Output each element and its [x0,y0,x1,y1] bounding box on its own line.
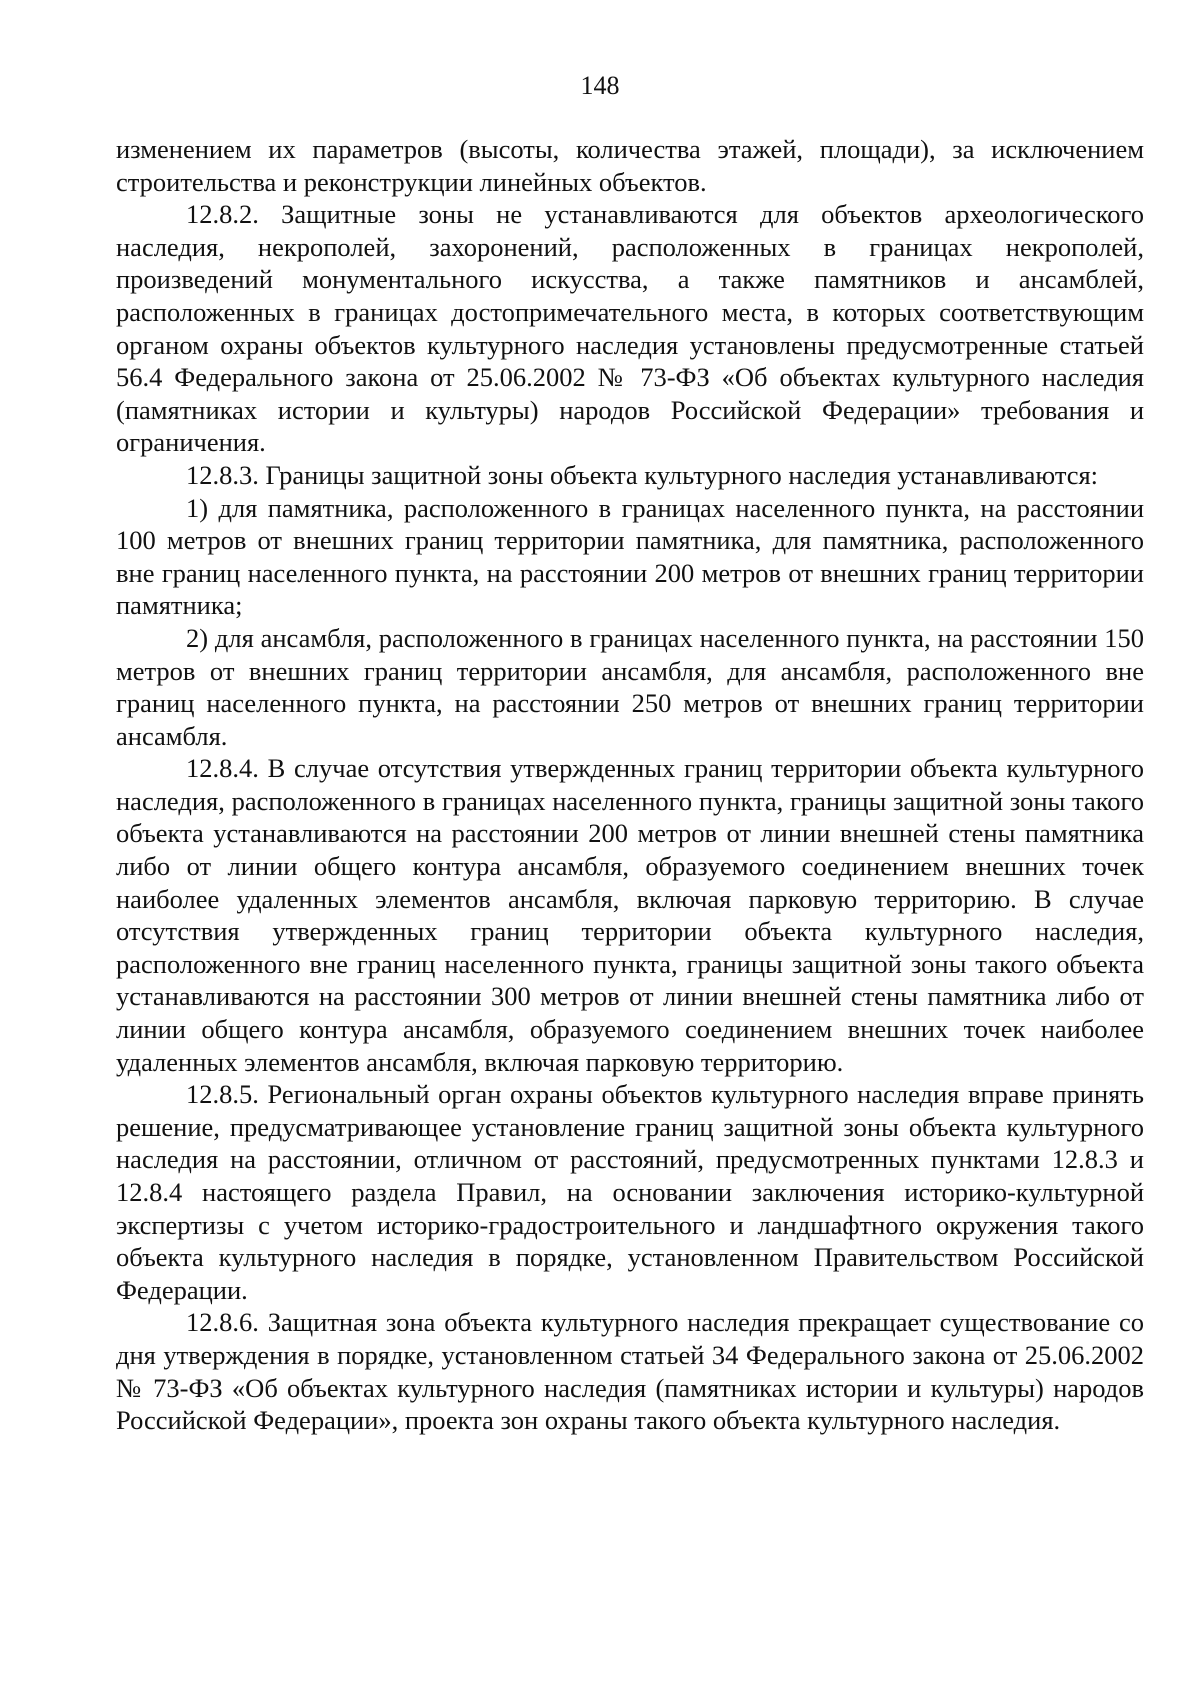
paragraph-12-8-3: 12.8.3. Границы защитной зоны объекта культурного наследия устанавливаются: [186,459,1099,490]
paragraph-12-8-5: 12.8.5. Региональный орган охраны объектов культурного наследия вправе принять решение, предусматривающее установление границ защитной зоны объекта культурного наследия на расстоянии, отличном от расстояний, предусмотренных пунктами 12.8.3 и 12.8.4 настоящего раздела Правил, на основании заключения историко-культурной экспертизы с учетом историко-градостроительного и ландшафтного окружения такого объекта культурного наследия в порядке, установленном Правительством Российской Федерации. [116,1079,1144,1305]
page-number: 148 [580,71,620,100]
paragraph-12-8-4: 12.8.4. В случае отсутствия утвержденных границ территории объекта культурного наследия, расположенного в границах населенного пункта, границы защитной зоны такого объекта устанавливаются на расстоянии 200 метров от линии внешней стены памятника либо от линии общего контура ансамбля, образуемого соединением внешних точек наиболее удаленных элементов ансамбля, включая парковую территорию. В случае отсутствия утвержденных границ территории объекта культурного наследия, расположенного вне границ населенного пункта, границы защитной зоны такого объекта устанавливаются на расстоянии 300 метров от линии внешней стены памятника либо от линии общего контура ансамбля, образуемого соединением внешних точек наиболее удаленных элементов ансамбля, включая парковую территорию. [116,753,1144,1077]
list-item-1: 1) для памятника, расположенного в границах населенного пункта, на расстоянии 100 метров от внешних границ территории памятника, для памятника, расположенного вне границ населенного пункта, на расстоянии 200 метров от внешних границ территории памятника; [116,492,1144,621]
paragraph-12-8-2: 12.8.2. Защитные зоны не устанавливаются для объектов археологического наследия, некрополей, захоронений, расположенных в границах некрополей, произведений монументального искусства, а также памятников и ансамблей, расположенных в границах достопримечательного места, в которых соответствующим органом охраны объектов культурного наследия установлены предусмотренные статьей 56.4 Федерального закона от 25.06.2002 № 73-ФЗ «Об объектах культурного наследия (памятниках истории и культуры) народов Российской Федерации» требования и ограничения. [116,199,1144,458]
paragraph-12-8-6: 12.8.6. Защитная зона объекта культурного наследия прекращает существование со дня утверждения в порядке, установленном статьей 34 Федерального закона от 25.06.2002 № 73-ФЗ «Об объектах культурного наследия (памятниках истории и культуры) народов Российской Федерации», проекта зон охраны такого объекта культурного наследия. [116,1307,1144,1436]
document-body [116,133,1144,1437]
list-item-2: 2) для ансамбля, расположенного в границах населенного пункта, на расстоянии 150 метров от внешних границ территории ансамбля, для ансамбля, расположенного вне границ населенного пункта, на расстоянии 250 метров от внешних границ территории ансамбля. [116,622,1144,751]
paragraph-continuation: изменением их параметров (высоты, количества этажей, площади), за исключением строительства и реконструкции линейных объектов. [116,134,1144,197]
